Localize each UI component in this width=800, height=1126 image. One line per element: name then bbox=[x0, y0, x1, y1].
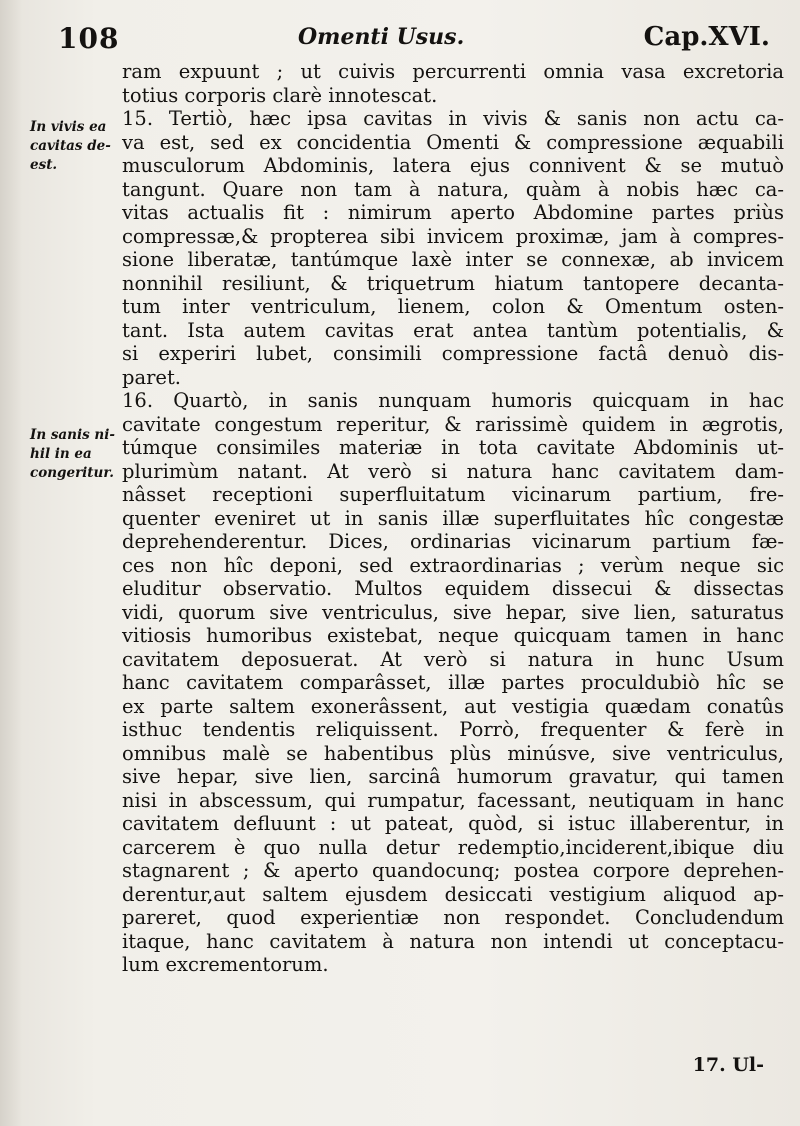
text-line: nisi in abscessum, qui rumpatur, facessant, neutiquam in hanc bbox=[122, 788, 784, 812]
text-line: va est, sed ex concidentia Omenti & compressione æquabili bbox=[122, 130, 784, 154]
gutter-shadow bbox=[0, 0, 22, 1126]
text-line: compressæ,& propterea sibi invicem proximæ, jam à compres- bbox=[122, 224, 784, 248]
text-line: ex parte saltem exonerâssent, aut vestigia quædam conatûs bbox=[122, 694, 784, 718]
text-line: túmque consimiles materiæ in tota cavitate Abdominis ut- bbox=[122, 436, 784, 459]
text-line: musculorum Abdominis, latera ejus connivent & se mutuò bbox=[122, 154, 784, 177]
text-line: plurimùm natant. At verò si natura hanc cavitatem dam- bbox=[122, 459, 784, 483]
text-line: isthuc tendentis reliquissent. Porrò, frequenter & ferè in bbox=[122, 718, 784, 741]
margin-note-line: In vivis ea bbox=[30, 119, 107, 135]
margin-note-line: congeritur. bbox=[30, 465, 114, 481]
margin-note-line: In sanis ni- bbox=[30, 427, 115, 443]
body-text bbox=[122, 60, 784, 977]
text-line: nonnihil resiliunt, & triquetrum hiatum tantopere decanta- bbox=[122, 271, 784, 295]
text-line: omnibus malè se habentibus plùs minúsve, sive ventriculus, bbox=[122, 741, 784, 765]
text-line: sive hepar, sive lien, sarcinâ humorum gravatur, qui tamen bbox=[122, 765, 784, 788]
margin-note-1 bbox=[30, 118, 130, 175]
text-line: eluditur observatio. Multos equidem dissecui & dissectas bbox=[122, 577, 784, 600]
text-line: cavitatem defluunt : ut pateat, quòd, si istuc illaberentur, in bbox=[122, 812, 784, 835]
text-line: carcerem è quo nulla detur redemptio,inciderent,ibique diu bbox=[122, 835, 784, 859]
margin-note-line: hil in ea bbox=[30, 446, 92, 462]
text-line: 16. Quartò, in sanis nunquam humoris quicquam in hac bbox=[122, 389, 784, 412]
running-title: Omenti Usus. bbox=[298, 24, 465, 50]
text-line: derentur,aut saltem ejusdem desiccati vestigium aliquod ap- bbox=[122, 882, 784, 906]
text-line: sione liberatæ, tantúmque laxè inter se connexæ, ab invicem bbox=[122, 248, 784, 271]
margin-note-2 bbox=[30, 426, 130, 483]
text-line: vidi, quorum sive ventriculus, sive hepar, sive lien, saturatus bbox=[122, 600, 784, 624]
text-line: deprehenderentur. Dices, ordinarias vicinarum partium fæ- bbox=[122, 530, 784, 553]
text-line: itaque, hanc cavitatem à natura non intendi ut conceptacu- bbox=[122, 929, 784, 953]
margin-note-line: est. bbox=[30, 157, 58, 173]
text-line: cavitatem deposuerat. At verò si natura in hunc Usum bbox=[122, 647, 784, 671]
text-line: ram expuunt ; ut cuivis percurrenti omnia vasa excretoria bbox=[122, 60, 784, 83]
text-line: ces non hîc deponi, sed extraordinarias ; verùm neque sic bbox=[122, 553, 784, 577]
text-line: tant. Ista autem cavitas erat antea tantùm potentialis, & bbox=[122, 318, 784, 342]
text-line: hanc cavitatem comparâsset, illæ partes proculdubiò hîc se bbox=[122, 671, 784, 694]
text-line: tangunt. Quare non tam à natura, quàm à nobis hæc ca- bbox=[122, 177, 784, 201]
text-line: quenter eveniret ut in sanis illæ superfluitates hîc congestæ bbox=[122, 506, 784, 530]
text-line: stagnarent ; & aperto quandocunq; postea corpore deprehen- bbox=[122, 859, 784, 882]
text-line: nâsset receptioni superfluitatum vicinarum partium, fre- bbox=[122, 483, 784, 506]
text-line: vitas actualis fit : nimirum aperto Abdomine partes priùs bbox=[122, 201, 784, 224]
chapter-label: Cap.XVI. bbox=[643, 22, 770, 52]
text-line: totius corporis clarè innotescat. bbox=[122, 83, 438, 107]
text-line: paret. bbox=[122, 365, 182, 389]
text-line: cavitate congestum reperitur, & rarissimè quidem in ægrotis, bbox=[122, 412, 784, 436]
text-line: si experiri lubet, consimili compressione factâ denuò dis- bbox=[122, 342, 784, 365]
text-line: 15. Tertiò, hæc ipsa cavitas in vivis & sanis non actu ca- bbox=[122, 107, 784, 130]
page-header bbox=[58, 22, 770, 62]
margin-note-line: cavitas de- bbox=[30, 138, 111, 154]
catchword: 17. Ul- bbox=[692, 1054, 764, 1076]
page-number: 108 bbox=[58, 22, 120, 55]
text-line: lum excrementorum. bbox=[122, 953, 329, 976]
text-line: tum inter ventriculum, lienem, colon & Omentum osten- bbox=[122, 295, 784, 318]
text-line: vitiosis humoribus existebat, neque quicquam tamen in hanc bbox=[122, 624, 784, 647]
text-line: pareret, quod experientiæ non respondet. Concludendum bbox=[122, 906, 784, 929]
